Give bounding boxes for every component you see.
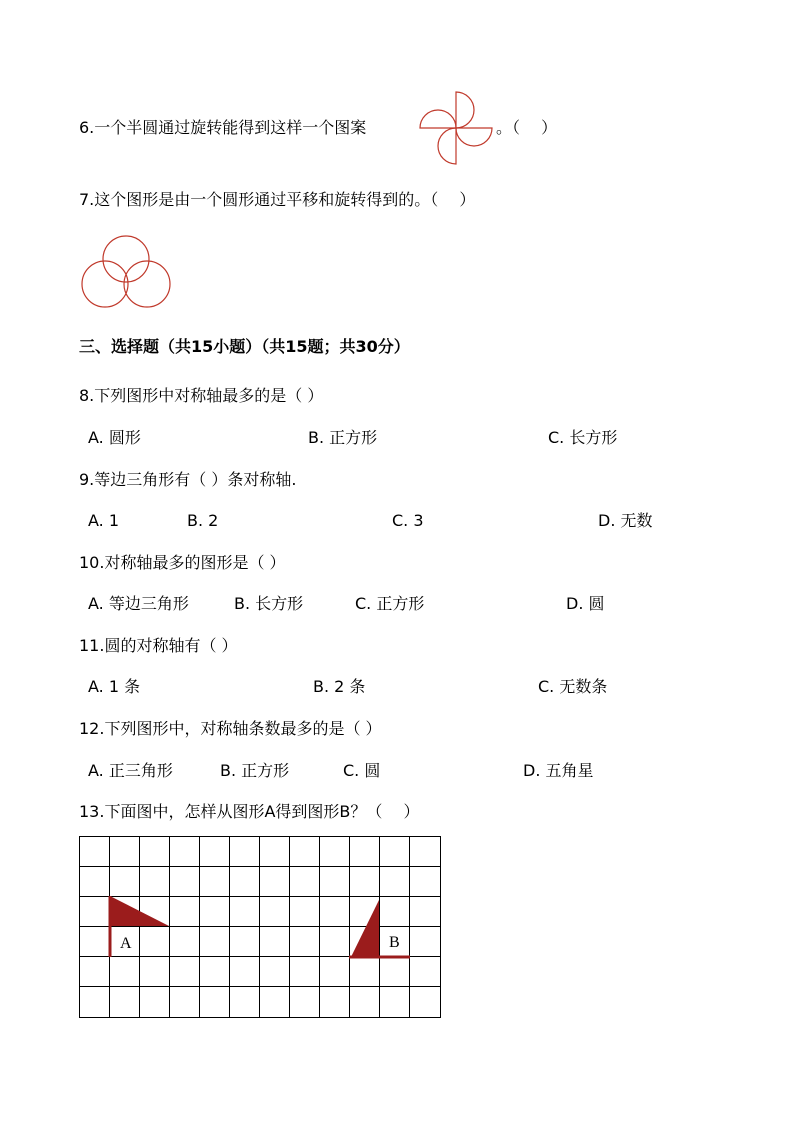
pinwheel-figure <box>420 92 492 164</box>
flag-a-label: A <box>120 935 132 952</box>
q9-option-c[interactable]: C. 3 <box>392 511 424 530</box>
q8-option-c[interactable]: C. 长方形 <box>548 428 618 447</box>
q12-option-c[interactable]: C. 圆 <box>343 761 381 780</box>
section-3-title: 三、选择题（共15小题）（共15题；共30分） <box>79 337 410 356</box>
q10-option-c[interactable]: C. 正方形 <box>355 594 425 613</box>
question-13-text: 13.下面图中，怎样从图形A得到图形B？（ ） <box>79 802 420 821</box>
q9-option-b[interactable]: B. 2 <box>187 511 219 530</box>
q11-option-a[interactable]: A. 1 条 <box>88 677 141 696</box>
q12-option-a[interactable]: A. 正三角形 <box>88 761 173 780</box>
q12-option-b[interactable]: B. 正方形 <box>220 761 290 780</box>
q12-option-d[interactable]: D. 五角星 <box>523 761 594 780</box>
question-11-text: 11.圆的对称轴有（ ） <box>79 636 238 655</box>
q11-option-c[interactable]: C. 无数条 <box>538 677 608 696</box>
q10-option-b[interactable]: B. 长方形 <box>234 594 304 613</box>
q10-option-d[interactable]: D. 圆 <box>566 594 605 613</box>
grid-figure <box>79 836 443 1020</box>
q8-option-b[interactable]: B. 正方形 <box>308 428 378 447</box>
question-9-text: 9.等边三角形有（ ）条对称轴. <box>79 470 297 489</box>
question-7-text: 7.这个图形是由一个圆形通过平移和旋转得到的。（ ） <box>79 190 476 209</box>
q11-option-b[interactable]: B. 2 条 <box>313 677 366 696</box>
q9-option-d[interactable]: D. 无数 <box>598 511 653 530</box>
question-10-text: 10.对称轴最多的图形是（ ） <box>79 553 286 572</box>
q8-option-a[interactable]: A. 圆形 <box>88 428 141 447</box>
q9-option-a[interactable]: A. 1 <box>88 511 120 530</box>
flag-b-label: B <box>389 934 400 951</box>
question-8-text: 8.下列图形中对称轴最多的是（ ） <box>79 386 324 405</box>
question-6-text: 6.一个半圆通过旋转能得到这样一个图案 <box>79 118 367 137</box>
q10-option-a[interactable]: A. 等边三角形 <box>88 594 189 613</box>
three-circles-figure <box>80 235 174 309</box>
question-12-text: 12.下列图形中，对称轴条数最多的是（ ） <box>79 719 382 738</box>
question-6-suffix: 。（ ） <box>496 118 558 137</box>
